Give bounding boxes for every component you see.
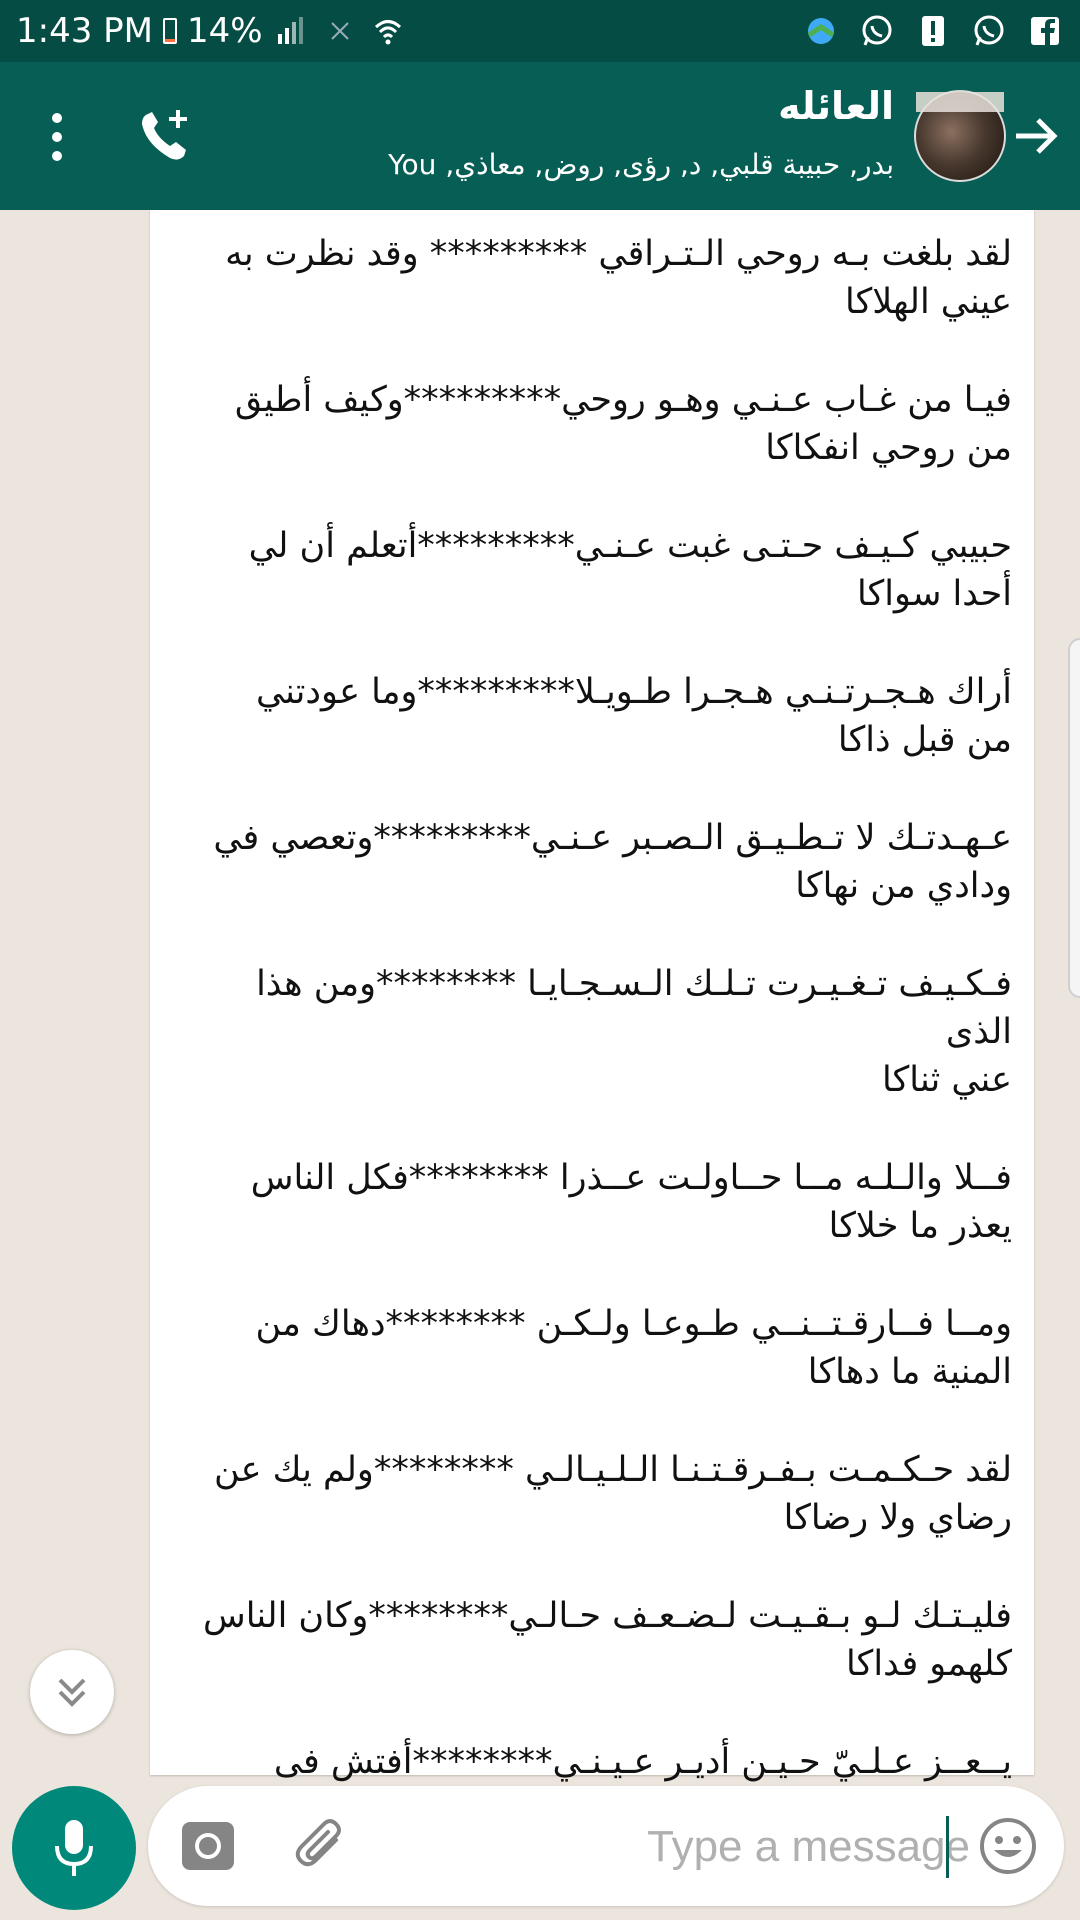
add-call-button[interactable]: [136, 106, 196, 166]
message-line: ومــا فــارقـتــنــي طـوعـا ولـكـن ********دهاك من المنية ما دهاكا: [255, 1304, 1012, 1392]
message-line: فليـتـك لـو بـقـيـت لـضـعـف حـالـي********وكان الناس كلهمو فداكا: [202, 1596, 1012, 1684]
data-off-icon: [321, 12, 359, 50]
camera-icon: [178, 1816, 238, 1876]
side-drawer-handle[interactable]: [1068, 638, 1080, 998]
status-time: 1:43 PM: [16, 11, 153, 51]
phone-plus-icon: [136, 106, 196, 166]
mic-icon: [49, 1816, 99, 1880]
attach-button[interactable]: [292, 1816, 352, 1876]
message-line: فـكـيـف تـغـيـرت تـلـك الـسـجـايـا ********ومن هذا الذى عني ثناكا: [256, 964, 1012, 1100]
message-line: لقد بلغت بـه روحي الـتـراقي ********* وقد نظرت به عيني الهلاكا: [225, 234, 1012, 322]
battery-icon: [163, 18, 177, 44]
double-chevron-down-icon: [52, 1672, 92, 1712]
paperclip-icon: [292, 1816, 352, 1876]
emoji-button[interactable]: [976, 1814, 1040, 1878]
group-avatar[interactable]: [914, 90, 1006, 182]
battery-percent: 14%: [187, 11, 263, 51]
emoji-icon: [976, 1814, 1040, 1878]
message-bubble[interactable]: [150, 210, 1034, 1782]
facebook-icon: [1026, 12, 1064, 50]
scroll-to-bottom-button[interactable]: [30, 1650, 114, 1734]
message-composer: [148, 1786, 1064, 1906]
message-line: فــلا والـلـه مــا حــاولـت عــذرا ********فكل الناس يعذر ما خلاكا: [250, 1158, 1012, 1246]
signal-icon: [273, 12, 311, 50]
whatsapp-icon: [970, 12, 1008, 50]
message-line: حبيبي كـيـف حـتـى غبت عـنـي*********أتعلم أن لي أحدا سواكا: [248, 526, 1012, 614]
message-line: لقد حـكـمـت بـفـرقـتـنـا الـلـيـالـي ********ولم يك عن رضاي ولا رضاكا: [213, 1450, 1012, 1538]
text-cursor: [946, 1816, 949, 1878]
message-line: عـهـدتـك لا تـطـيـق الـصـبر عـنـي*********وتعصي في ودادي من نهاكا: [213, 818, 1012, 906]
alert-icon: [914, 12, 952, 50]
sync-icon: [802, 12, 840, 50]
group-members[interactable]: بدر, حبيبة قلبي, د, رؤى, روض, معاذي, You: [388, 148, 894, 181]
camera-button[interactable]: [178, 1816, 238, 1876]
whatsapp-icon: [858, 12, 896, 50]
more-vert-icon: [42, 112, 72, 162]
status-bar: [0, 0, 1080, 62]
wifi-icon: [369, 12, 407, 50]
message-line: يــعــز عـلـيّ حـيـن أديـر عـيـنـي********أفتش فى: [273, 1742, 1012, 1782]
group-name[interactable]: العائله: [778, 84, 894, 128]
overflow-menu-button[interactable]: [42, 112, 72, 162]
message-input[interactable]: [368, 1808, 972, 1886]
chat-background: [0, 210, 1080, 1782]
message-line: أراك هـجـرتـنـي هـجـرا طـويـلا*********وما عودتني من قبل ذاكا: [255, 672, 1012, 760]
chat-header: [0, 62, 1080, 210]
voice-record-button[interactable]: [12, 1786, 136, 1910]
message-line: فيـا من غـاب عـنـي وهـو روحي*********وكيف أطيق من روحي انفكاكا: [234, 380, 1012, 468]
back-arrow-icon[interactable]: [1010, 110, 1062, 162]
